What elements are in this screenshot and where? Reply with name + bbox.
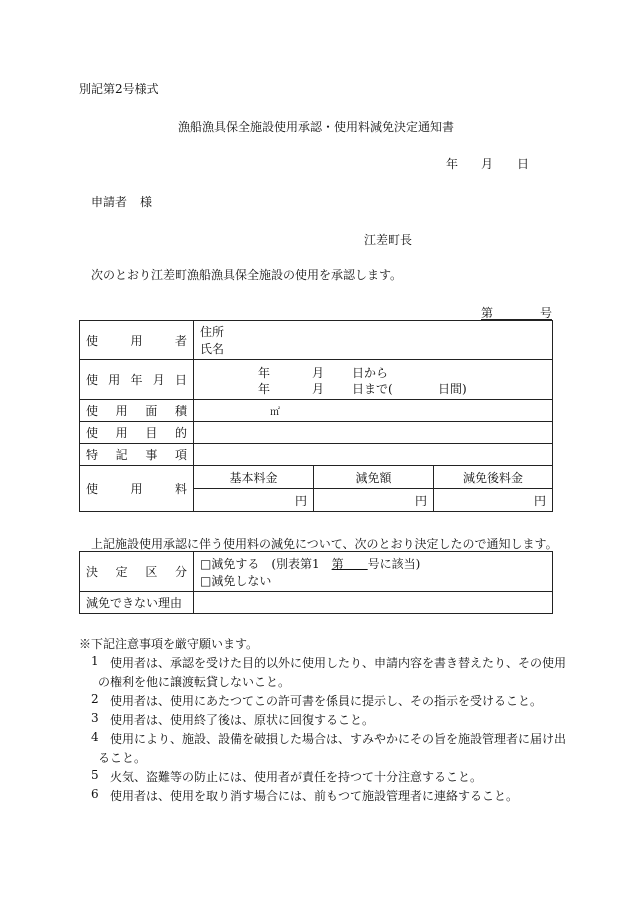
period-value: 年 月 日から 年 月 日まで( 日間) <box>194 360 553 400</box>
row-purpose <box>80 422 553 444</box>
row-fee-header <box>80 466 553 489</box>
label-user: 使 用 者 <box>80 321 194 360</box>
label-purpose: 使 用 目 的 <box>80 422 194 444</box>
row-user <box>80 321 553 360</box>
document-title: 漁船漁具保全施設使用承認・使用料減免決定通知書 <box>178 120 455 134</box>
row-reason <box>80 592 553 614</box>
reason-value <box>194 592 553 614</box>
user-name-label: 氏名 <box>200 342 225 356</box>
date-year: 年 <box>446 157 459 171</box>
label-decision: 決 定 区 分 <box>80 552 194 592</box>
date-day: 日 <box>517 157 530 171</box>
form-id: 別記第2号様式 <box>79 82 159 96</box>
note-1-line1: 使用者は、承認を受けた目的以外に使用したり、申請内容を書き替えたり、その使用 <box>110 656 567 670</box>
note-1-line2: の権利を他に譲渡転貸しないこと。 <box>98 675 291 689</box>
purpose-value <box>194 422 553 444</box>
note-5-num: 5 <box>91 768 99 782</box>
note-2-line1: 使用者は、使用にあたつてこの許可書を係員に提示し、その指示を受けること。 <box>110 694 543 708</box>
number-prefix: 第 <box>481 306 494 320</box>
note-3-num: 3 <box>91 711 99 725</box>
row-notes <box>80 444 553 466</box>
label-period: 使 用 年 月 日 <box>80 360 194 400</box>
option-reduce[interactable]: □減免する (別表第1 第 号に該当) <box>200 556 421 571</box>
row-decision <box>80 552 553 592</box>
label-reason: 減免できない理由 <box>80 592 194 614</box>
recipient-label: 申請者 <box>91 195 128 209</box>
note-1-num: 1 <box>91 654 99 668</box>
usage-table <box>79 320 553 512</box>
note-3-line1: 使用者は、使用終了後は、原状に回復すること。 <box>110 713 375 727</box>
label-area: 使 用 面 積 <box>80 400 194 422</box>
recipient-honorific: 様 <box>140 195 153 209</box>
fee-header-reduction: 減免額 <box>314 466 434 489</box>
mid-text: 上記施設使用承認に伴う使用料の減免について、次のとおり決定したので通知します。 <box>91 537 558 551</box>
fee-after-unit: 円 <box>434 489 553 512</box>
area-value <box>194 400 553 422</box>
decision-table <box>79 551 553 614</box>
user-address-label: 住所 <box>200 325 225 339</box>
note-2-num: 2 <box>91 692 99 706</box>
area-unit: ㎡ <box>270 407 280 418</box>
notes-value <box>194 444 553 466</box>
label-notes: 特 記 事 項 <box>80 444 194 466</box>
label-fee: 使 用 料 <box>80 466 194 512</box>
intro-text: 次のとおり江差町漁船漁具保全施設の使用を承認します。 <box>91 268 403 282</box>
option-no-reduce[interactable]: □減免しない <box>200 573 272 588</box>
number-line <box>481 304 552 320</box>
note-4-line1: 使用により、施設、設備を破損した場合は、すみやかにその旨を施設管理者に届け出 <box>110 732 567 746</box>
note-4-num: 4 <box>91 730 99 744</box>
note-5-line1: 火気、盗難等の防止には、使用者が責任を持つて十分注意すること。 <box>110 770 483 784</box>
issuer: 江差町長 <box>364 233 413 247</box>
date-month: 月 <box>481 157 494 171</box>
fee-header-basic: 基本料金 <box>194 466 314 489</box>
fee-header-after: 減免後料金 <box>434 466 553 489</box>
note-6-line1: 使用者は、使用を取り消す場合には、前もつて施設管理者に連絡すること。 <box>110 789 519 803</box>
fee-reduction-unit: 円 <box>314 489 434 512</box>
note-6-num: 6 <box>91 787 99 801</box>
user-value <box>194 321 553 360</box>
row-period <box>80 360 553 400</box>
decision-options <box>194 552 553 592</box>
number-suffix: 号 <box>539 306 552 320</box>
fee-basic-unit: 円 <box>194 489 314 512</box>
notes-heading: ※下記注意事項を厳守願います。 <box>79 637 259 651</box>
row-area <box>80 400 553 422</box>
note-4-line2: ること。 <box>98 751 147 765</box>
